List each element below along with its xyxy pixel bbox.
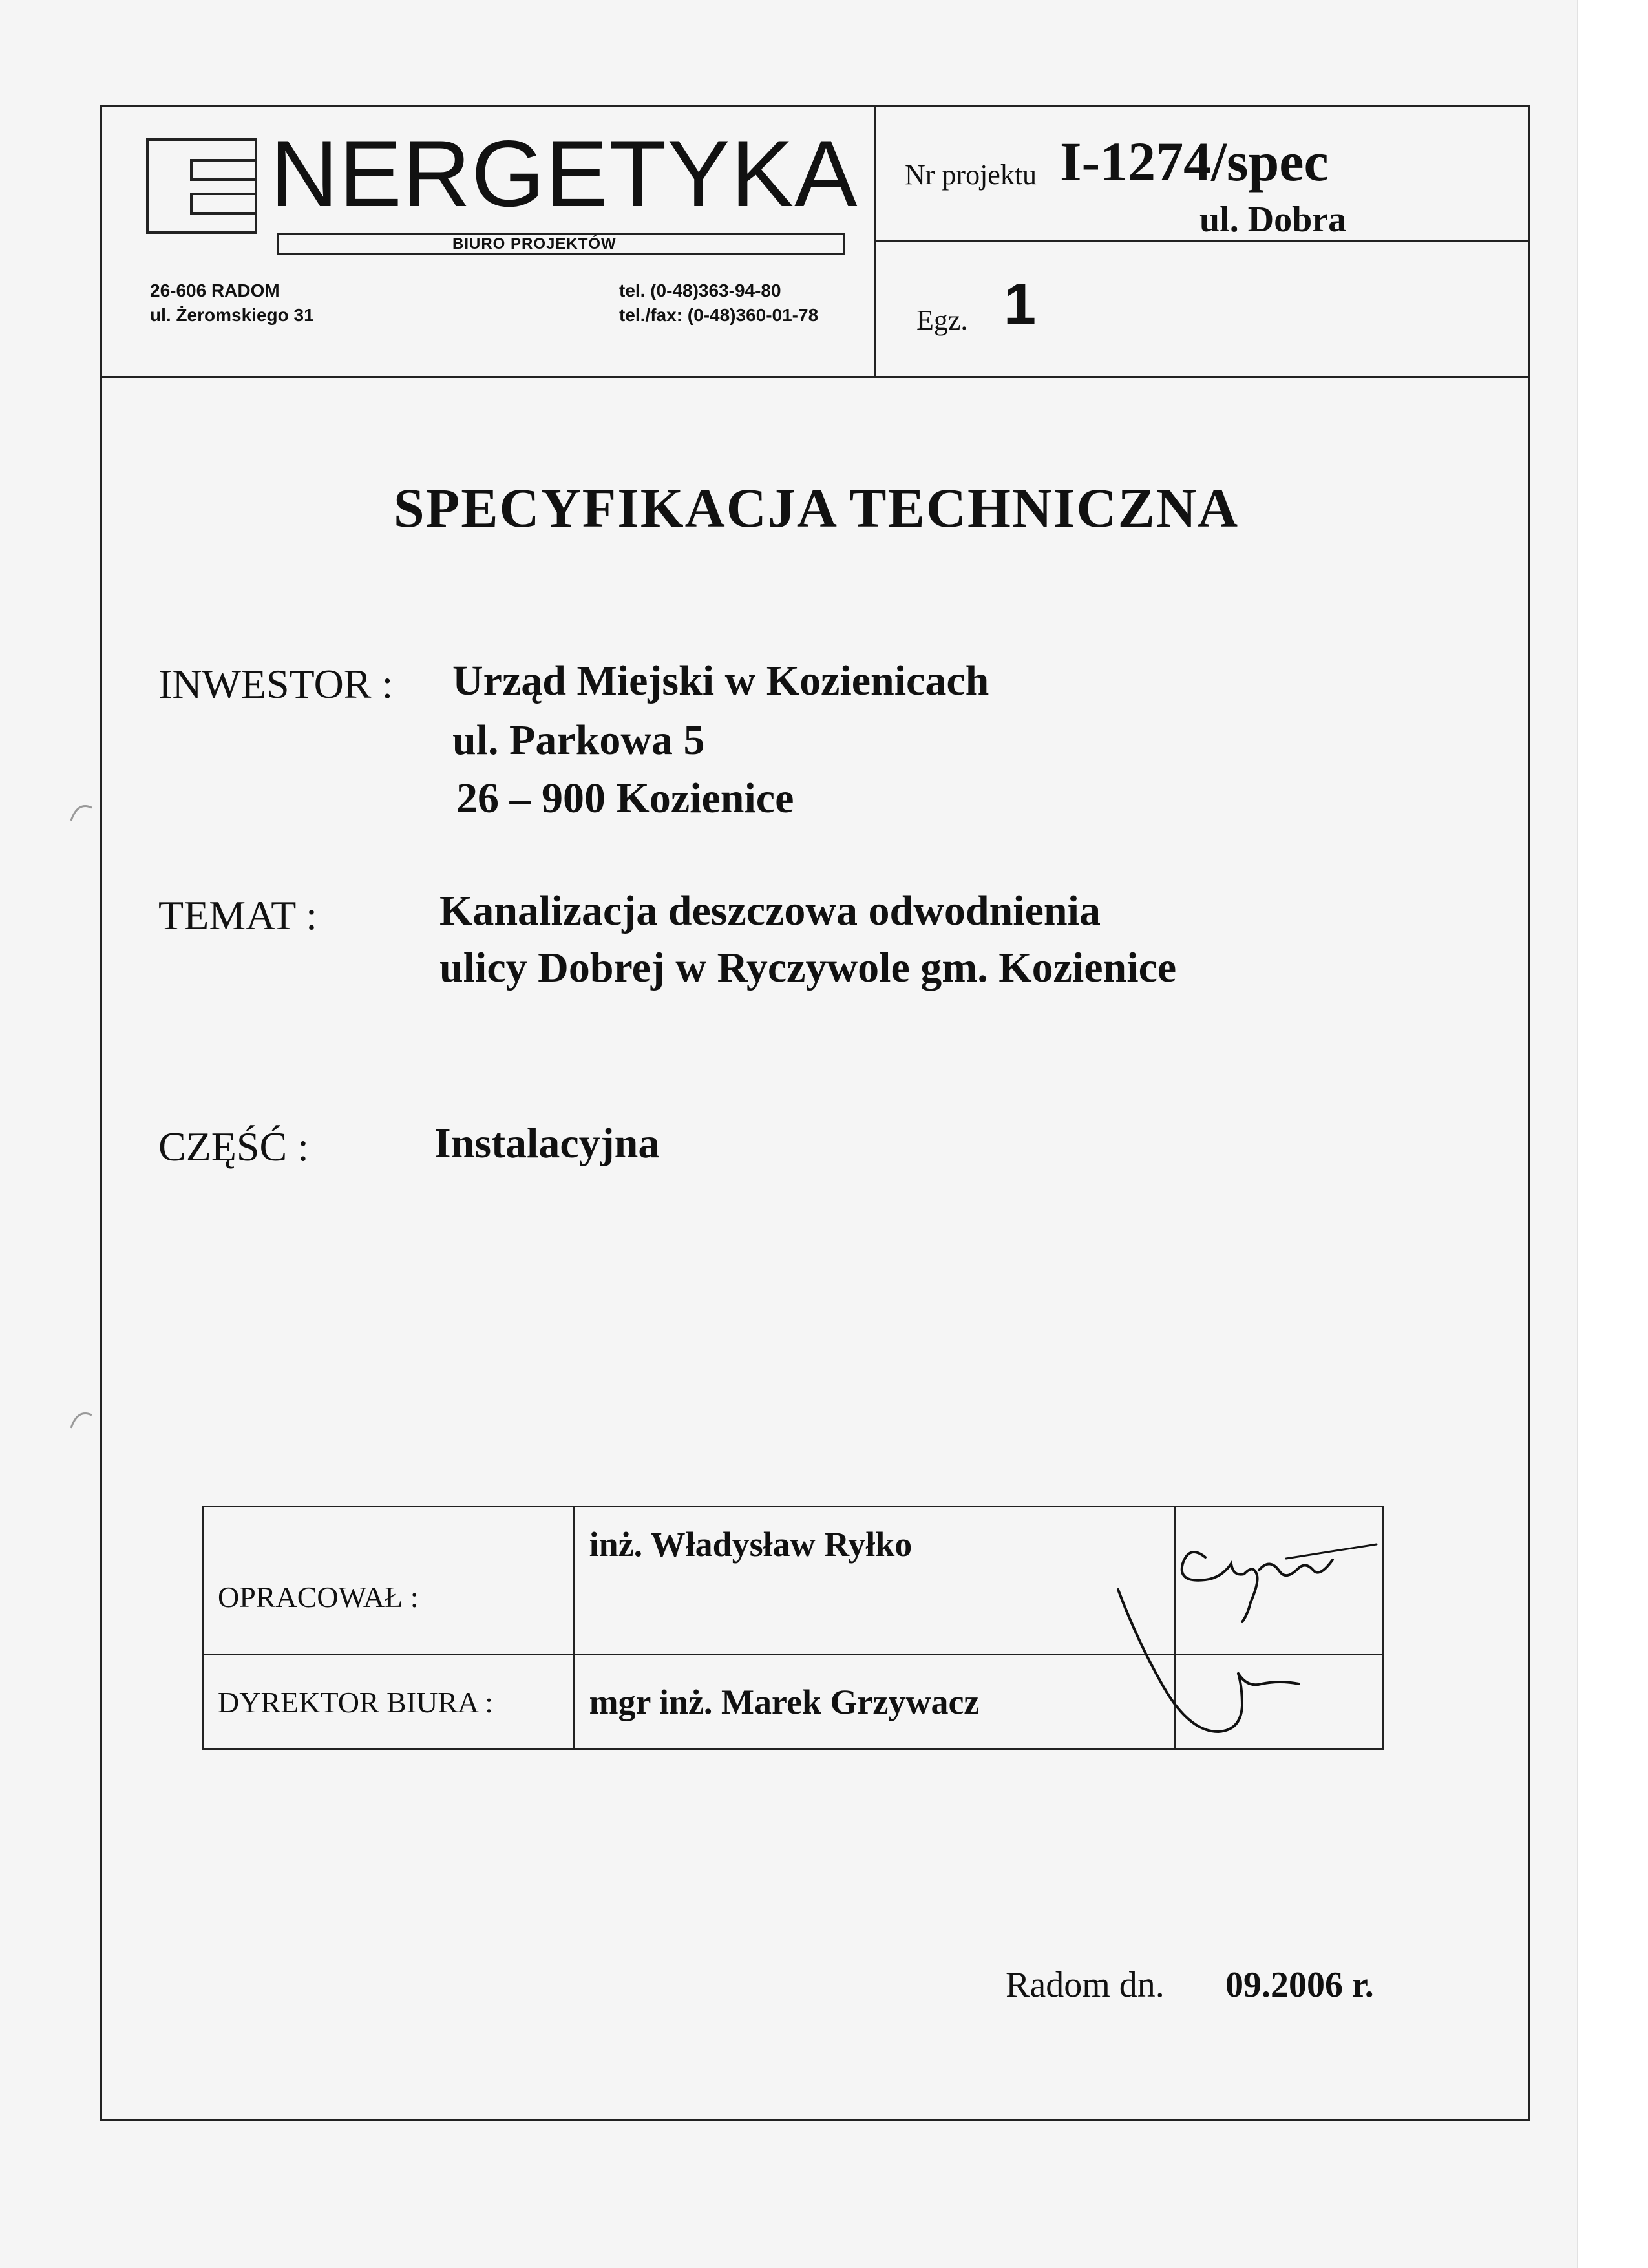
company-address-line2: ul. Żeromskiego 31	[150, 305, 314, 325]
company-phone-line2: tel./fax: (0-48)360-01-78	[619, 305, 819, 325]
handwritten-signature-icon	[1092, 1518, 1396, 1777]
investor-name: Urząd Miejski w Kozienicach	[452, 657, 989, 704]
company-address-line1: 26-606 RADOM	[150, 280, 280, 300]
director-role: DYREKTOR BIURA :	[203, 1655, 575, 1750]
outer-frame	[100, 105, 1530, 2121]
investor-label: INWESTOR :	[158, 661, 394, 707]
subject-line1: Kanalizacja deszczowa odwodnienia	[439, 887, 1101, 934]
punch-hole-mark	[39, 795, 97, 846]
company-name: NERGETYKA	[270, 121, 858, 226]
investor-street: ul. Parkowa 5	[452, 717, 705, 764]
company-logo-e-icon	[146, 138, 257, 234]
company-phone-line1: tel. (0-48)363-94-80	[619, 280, 781, 300]
director-name: mgr inż. Marek Grzywacz	[574, 1655, 1175, 1750]
subject-label: TEMAT :	[158, 892, 317, 938]
punch-hole-mark	[39, 1402, 97, 1454]
place-label: Radom dn.	[1006, 1965, 1165, 2005]
investor-city: 26 – 900 Kozienice	[456, 775, 794, 822]
author-role: OPRACOWAŁ :	[203, 1507, 575, 1655]
part-value: Instalacyjna	[434, 1120, 660, 1167]
project-box-divider	[874, 240, 1530, 242]
page-edge	[1577, 0, 1648, 2268]
company-subtitle: BIURO PROJEKTÓW	[452, 235, 617, 253]
project-number-label: Nr projektu	[905, 159, 1037, 191]
copy-number: 1	[1004, 272, 1037, 337]
project-number: I-1274/spec	[1060, 131, 1329, 193]
copy-number-label: Egz.	[916, 304, 968, 336]
subject-line2: ulicy Dobrej w Ryczywole gm. Kozienice	[439, 944, 1177, 991]
project-street: ul. Dobra	[1199, 200, 1347, 240]
author-name: inż. Władysław Ryłko	[574, 1507, 1175, 1655]
part-label: CZĘŚĆ :	[158, 1124, 309, 1170]
header-divider	[100, 376, 1530, 378]
document-date: 09.2006 r.	[1225, 1965, 1374, 2005]
document-title: SPECYFIKACJA TECHNICZNA	[393, 477, 1240, 539]
